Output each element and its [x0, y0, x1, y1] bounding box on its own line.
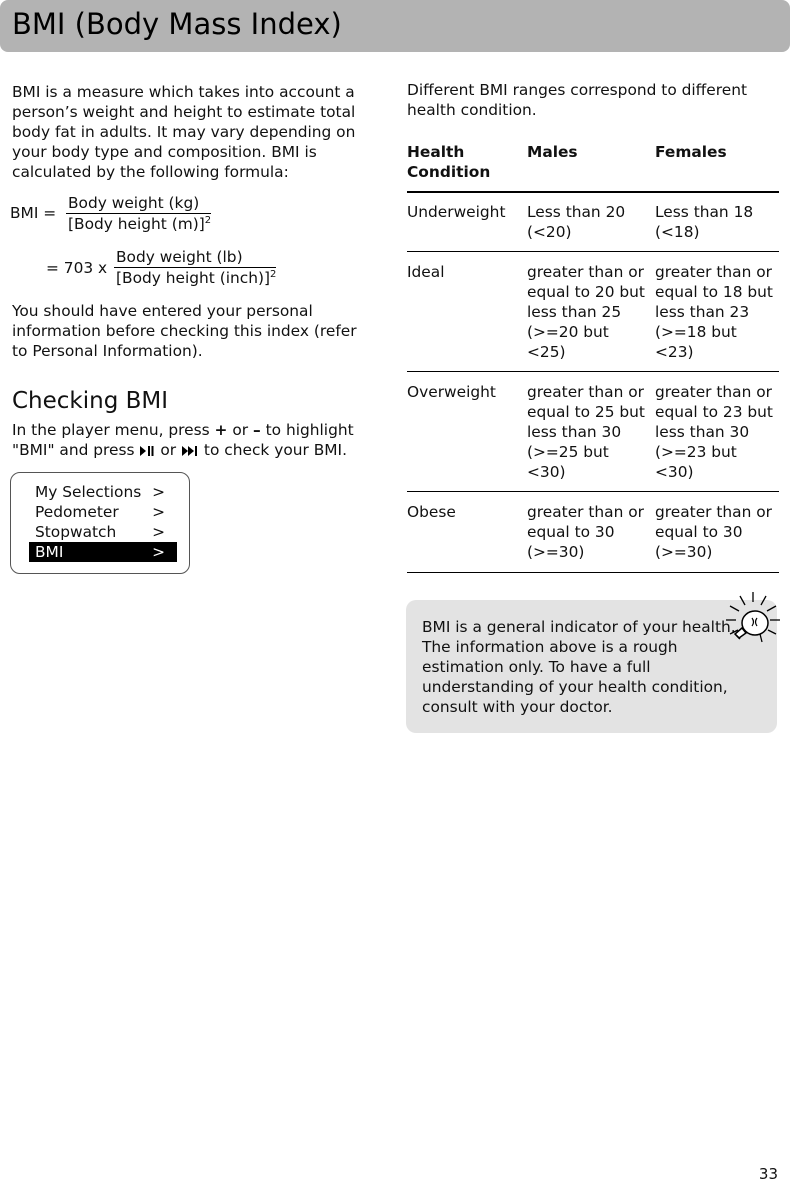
table-header-condition: Health Condition	[407, 143, 491, 181]
table-cell-condition: Ideal	[407, 263, 445, 281]
table-cell-females: greater than or equal to 30 (>=30)	[655, 503, 772, 561]
chevron-right-icon: >	[152, 523, 165, 541]
formula-2-fraction	[114, 247, 276, 288]
plus-symbol: +	[214, 421, 228, 439]
minus-symbol: –	[253, 421, 261, 439]
table-header-females: Females	[655, 143, 727, 161]
formula-2-label: = 703 x	[46, 259, 108, 277]
lightbulb-icon	[722, 590, 784, 660]
chevron-right-icon: >	[152, 543, 165, 561]
chevron-right-icon: >	[152, 483, 165, 501]
section-title: Checking BMI	[12, 388, 169, 414]
table-cell-females: greater than or equal to 18 but less than 23 (>=18 but <23)	[655, 263, 773, 361]
page-title: BMI (Body Mass Index)	[12, 7, 342, 41]
play-pause-icon	[139, 442, 155, 462]
table-cell-condition: Underweight	[407, 203, 506, 221]
table-header-males: Males	[527, 143, 578, 161]
table-cell-males: greater than or equal to 25 but less than 30 (>=25 but <30)	[527, 383, 645, 481]
skip-forward-icon	[181, 442, 199, 462]
player-menu-screen	[10, 472, 190, 574]
menu-item-my-selections[interactable]: My Selections >	[35, 483, 165, 501]
formula-1-label: BMI =	[10, 204, 57, 222]
table-header-rule	[407, 191, 779, 193]
menu-item-pedometer[interactable]: Pedometer >	[35, 503, 165, 521]
table-cell-condition: Obese	[407, 503, 456, 521]
table-cell-males: greater than or equal to 30 (>=30)	[527, 503, 644, 561]
table-cell-females: greater than or equal to 23 but less than 30 (>=23 but <30)	[655, 383, 773, 481]
instruction-paragraph: In the player menu, press + or – to highlight "BMI" and press or to check your BMI.	[12, 420, 374, 462]
menu-item-bmi[interactable]: BMI >	[29, 542, 177, 562]
formula-1-denominator: [Body height (m)]$^2$	[68, 214, 212, 233]
page-number: 33	[758, 1165, 778, 1183]
note-paragraph: You should have entered your personal information before checking this index (refer to Personal Information).	[12, 302, 357, 360]
formula-2-numerator: Body weight (lb)	[116, 248, 243, 266]
table-cell-condition: Overweight	[407, 383, 496, 401]
table-bottom-rule	[407, 572, 779, 573]
table-row-divider	[407, 251, 779, 252]
formula-2-denominator: [Body height (inch)]$^2$	[116, 268, 277, 287]
intro-paragraph: BMI is a measure which takes into account a person’s weight and height to estimate total body fat in adults. It may vary depending on your body type and composition. BMI is calculated by the following formula:	[12, 83, 356, 181]
table-cell-males: greater than or equal to 20 but less than 25 (>=20 but <25)	[527, 263, 645, 361]
header-bar	[0, 0, 790, 52]
tip-text: BMI is a general indicator of your health. The information above is a rough estimation only. To have a full understanding of your health condition, consult with your doctor.	[422, 618, 736, 716]
formula-1-numerator: Body weight (kg)	[68, 194, 200, 212]
formula-1-fraction	[66, 193, 211, 234]
table-cell-males: Less than 20 (<20)	[527, 203, 626, 241]
menu-item-stopwatch[interactable]: Stopwatch >	[35, 523, 165, 541]
table-cell-females: Less than 18 (<18)	[655, 203, 754, 241]
chevron-right-icon: >	[152, 503, 165, 521]
table-row-divider	[407, 371, 779, 372]
right-intro-paragraph: Different BMI ranges correspond to different health condition.	[407, 81, 747, 119]
table-row-divider	[407, 491, 779, 492]
